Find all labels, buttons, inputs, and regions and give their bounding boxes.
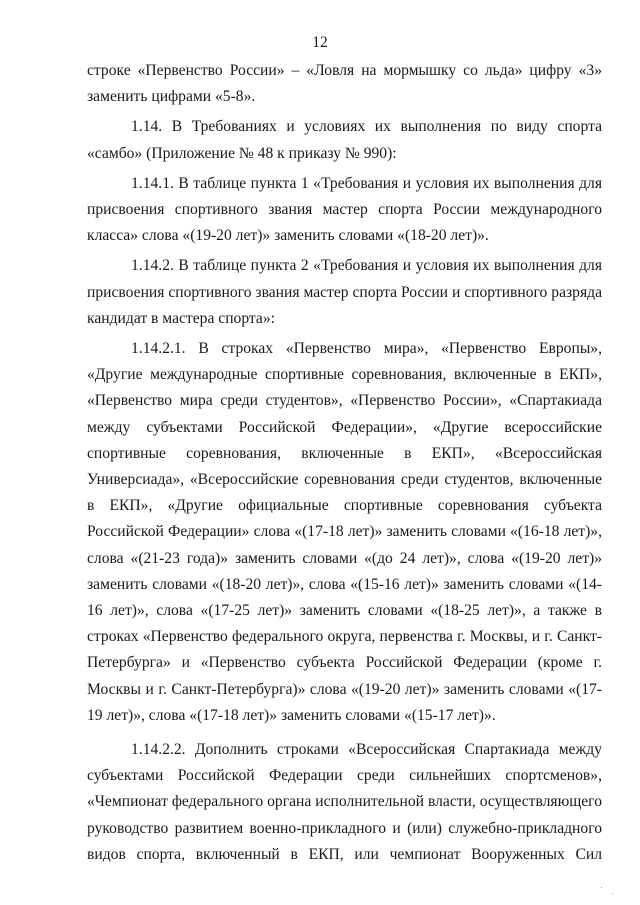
paragraph-1-14-2-1: 1.14.2.1. В строках «Первенство мира», «Первенство Европы», «Другие международные спортивные соревнования, включенные в ЕКП», «Первенство мира среди студентов», «Первенство России», «Спартакиада между субъектами Российской Федерации», «Другие всероссийские спортивные соревнования, включенные в ЕКП», «Всероссийская Универсиада», «Всероссийские соревнования среди студентов, включенные в ЕКП», «Другие официальные спортивные соревнования субъекта Российской Федерации» слова «(17-18 лет)» заменить словами «(16-18 лет)», слова «(21-23 года)» заменить словами «(до 24 лет)», слова «(19-20 лет)» заменить словами «(18-20 лет)», слова «(15-16 лет)» заменить словами «(14-16 лет)», слова «(17-25 лет)» заменить словами «(18-25 лет)», а также в строках «Первенство федерального округа, первенства г. Москвы, и г. Санкт-Петербурга» и «Первенство субъекта Российской Федерации (кроме г. Москвы и г. Санкт-Петербурга)» слова «(19-20 лет)» заменить словами «(17-19 лет)», слова «(17-18 лет)» заменить словами «(15-17 лет)». xyxy=(87,340,602,724)
scan-speck xyxy=(601,887,602,888)
paragraph-continuation: строке «Первенство России» – «Ловля на мормышку со льда» цифру «3» заменить цифрами «5-8». xyxy=(87,62,602,106)
document-body xyxy=(87,58,602,868)
paragraph-1-14-1: 1.14.1. В таблице пункта 1 «Требования и условия их выполнения для присвоения спортивного звания мастер спорта России международного класса» слова «(19-20 лет)» заменить словами «(18-20 лет)». xyxy=(87,174,602,245)
page-number: 12 xyxy=(312,34,328,51)
paragraph-1-14: 1.14. В Требованиях и условиях их выполнения по виду спорта «самбо» (Приложение № 48 к приказу № 990): xyxy=(87,118,602,162)
paragraph-1-14-2: 1.14.2. В таблице пункта 2 «Требования и условия их выполнения для присвоения спортивного звания мастер спорта России и спортивного разряда кандидат в мастера спорта»: xyxy=(87,257,602,327)
paragraph-1-14-2-2: 1.14.2.2. Дополнить строками «Всероссийская Спартакиада между субъектами Российской Федерации среди сильнейших спортсменов», «Чемпионат федерального органа исполнительной власти, осуществляющего руководство развитием военно-прикладного и (или) служебно-прикладного видов спорта, включенный в ЕКП, или чемпионат Вооруженных Сил xyxy=(87,741,602,863)
scan-speck xyxy=(612,893,613,894)
